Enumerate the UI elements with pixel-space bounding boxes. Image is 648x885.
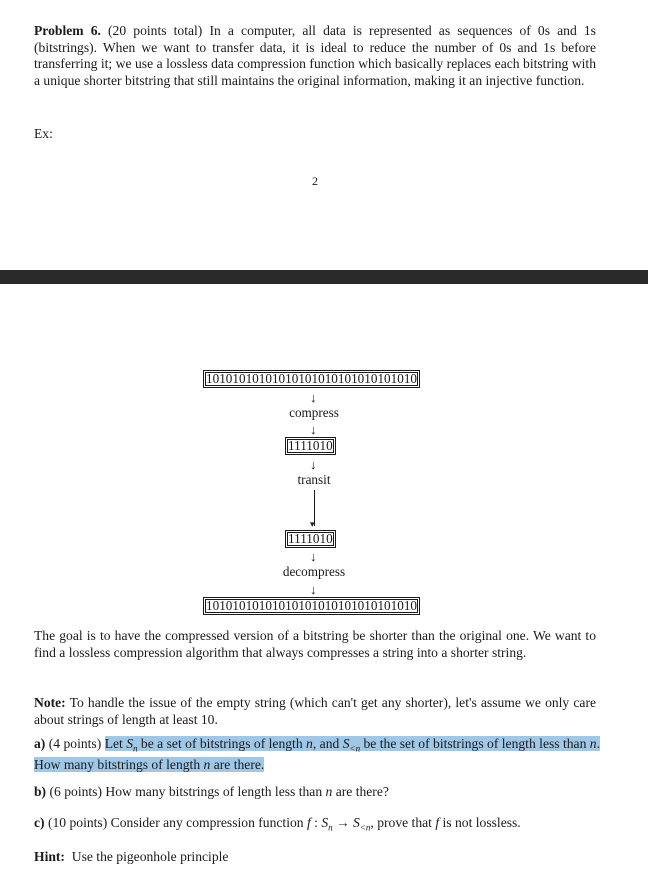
problem-points: (20 points total) — [108, 23, 203, 38]
page-number: 2 — [312, 174, 318, 188]
down-arrow-icon: ↓ — [310, 549, 317, 564]
note-label: Note: — [34, 695, 66, 710]
note-text: To handle the issue of the empty string (which can't get any shorter), let's assume we only care about strings of length at least 10. — [34, 695, 597, 727]
part-a-highlighted-question: Let $S_n$ be a set of bitstrings of length n, and $S_{<n}$ be the set of bitstrings of length less than n. How many bitstrings of length n are there. — [34, 736, 600, 773]
part-b-label: b) — [34, 784, 47, 799]
note-paragraph — [34, 695, 596, 728]
down-arrow-icon: ↓ — [310, 390, 317, 405]
problem-heading: Problem 6. — [34, 23, 101, 38]
part-a-label: a) — [34, 736, 46, 751]
hint — [34, 849, 604, 866]
part-a-points: (4 points) — [48, 736, 102, 751]
problem-statement — [34, 23, 596, 89]
down-arrow-icon: ▾ — [310, 519, 315, 529]
down-arrow-icon: ↓ — [310, 457, 317, 472]
compressed-bitstring-box: 1111010 — [285, 437, 336, 455]
part-a — [34, 736, 600, 774]
part-c-label: c) — [34, 815, 45, 830]
down-arrow-icon: ↓ — [310, 422, 317, 437]
decompress-label: decompress — [282, 564, 346, 579]
page-break-bar — [0, 270, 648, 284]
part-c-points: (10 points) — [47, 815, 108, 830]
part-b-text: How many bitstrings of length less than — [105, 784, 326, 799]
original-bitstring-box: 10101010101010101010101010101010 — [203, 370, 420, 388]
hint-text: Use the pigeonhole principle — [71, 849, 229, 864]
part-b: b) (6 points) How many bitstrings of length less than n are there? — [34, 784, 389, 799]
hint-label: Hint: — [34, 849, 65, 864]
problem-intro: In a computer, all data is represented as sequences of 0s and 1s (bitstrings). When we want to transfer data, it is ideal to reduce the number of 0s and 1s before transferring it; we use a lossless data compression function which basically replaces each bitstring with a unique shorter bitstring that still maintains the original information, making it an injective function. — [34, 23, 596, 88]
goal-paragraph: The goal is to have the compressed version of a bitstring be shorter than the original one. We want to find a lossless compression algorithm that always compresses a string into a shorter string. — [34, 628, 596, 660]
transit-label: transit — [297, 472, 331, 487]
part-c: c) (10 points) Consider any compression function f : $S_n \to S_{<n}$, prove that f is not lossless. — [34, 815, 521, 833]
compress-label: compress — [289, 405, 339, 420]
part-b-points: (6 points) — [49, 784, 102, 799]
received-bitstring-box: 1111010 — [285, 530, 336, 548]
down-arrow-icon: ↓ — [310, 582, 317, 597]
example-label: Ex: — [34, 126, 53, 141]
restored-bitstring-box: 10101010101010101010101010101010 — [203, 597, 420, 615]
